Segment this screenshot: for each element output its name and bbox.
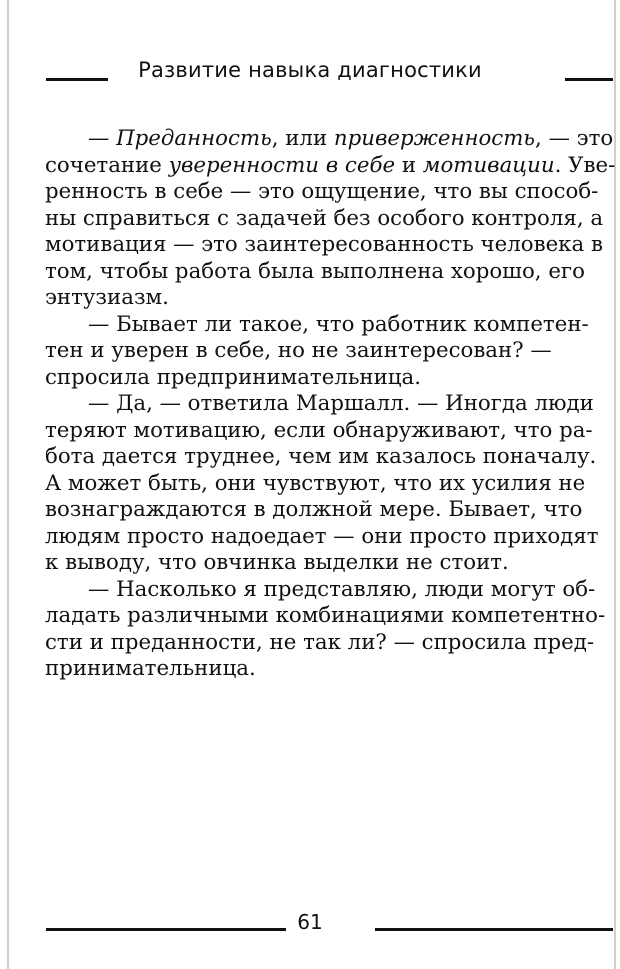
text-line: к выводу, что овчинка выделки не стоит. [45, 550, 509, 575]
text-line: бота дается труднее, чем им казалось поначалу. [45, 444, 597, 469]
text-line: энтузиазм. [45, 285, 169, 310]
term-commitment: приверженность [333, 126, 536, 151]
page-number: 61 [297, 910, 323, 934]
text-line: мотивация — это заинтересованность человека в [45, 232, 603, 257]
running-header: Развитие навыка диагностики [138, 58, 482, 82]
body-text [45, 126, 618, 683]
term-motivation: мотивации [422, 152, 555, 178]
text-line: сочетание уверенности в себе и мотивации. Уве- [45, 152, 616, 178]
text-line: сти и преданности, не так ли? — спросила пред- [45, 629, 595, 655]
text-line: принимательница. [45, 656, 256, 681]
text-line: теряют мотивацию, если обнаруживают, что ра- [45, 417, 593, 443]
text-line: ладать различными комбинациями компетентно- [45, 603, 606, 628]
text-line: тен и уверен в себе, но не заинтересован? — [45, 338, 552, 363]
text-line: том, чтобы работа была выполнена хорошо, его [45, 258, 585, 284]
text-line: ны справиться с задачей без особого контроля, а [45, 205, 604, 231]
text-line: А может быть, они чувствуют, что их усилия не [45, 470, 586, 496]
footer-rule-right [375, 928, 613, 931]
text-line: ренность в себе — это ощущение, что вы способ- [45, 179, 599, 204]
text-line: — Преданность, или приверженность, — это [88, 126, 614, 151]
text-line: — Насколько я представляю, люди могут об- [88, 576, 596, 602]
text-line: спросила предпринимательница. [45, 364, 421, 390]
text-line: людям просто надоедает — они просто приходят [45, 523, 599, 549]
term-confidence: уверенности в себе [168, 152, 396, 178]
header-rule-right [565, 78, 613, 81]
term-devotion: Преданность [116, 126, 272, 151]
text-line: вознаграждаются в должной мере. Бывает, что [45, 497, 583, 522]
page-edge-left [7, 0, 9, 969]
text-line: — Да, — ответила Маршалл. — Иногда люди [88, 391, 594, 416]
text-line: — Бывает ли такое, что работник компетен- [88, 311, 589, 337]
